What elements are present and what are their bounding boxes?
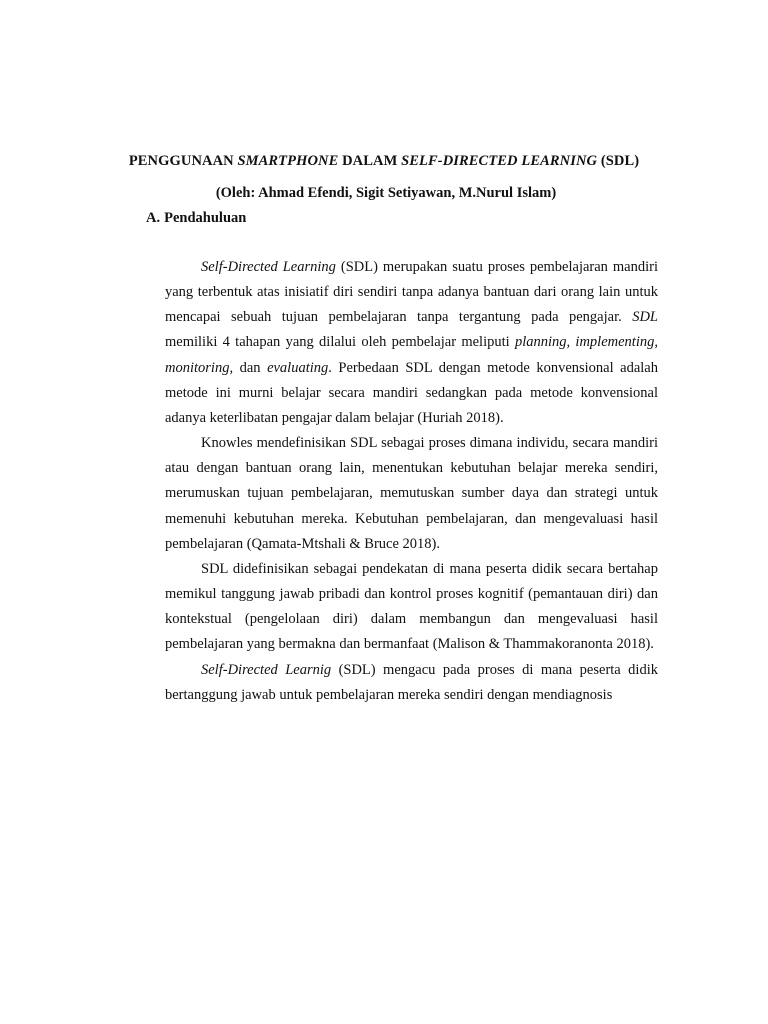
- section-heading: [146, 207, 246, 229]
- italic-term: Self-Directed Learning: [201, 259, 336, 275]
- body-text: [165, 255, 658, 708]
- title-text: PENGGUNAAN: [128, 153, 238, 169]
- paragraph-4: [165, 658, 658, 708]
- paragraph-text: , dan: [229, 359, 268, 376]
- paragraph-text: . Perbedaan SDL dengan metode konvensional adalah metode ini murni belajar secara mandiri sedangkan pada metode konvensional adanya keterlibatan pengajar dalam belajar (Huriah 2018).: [165, 359, 658, 426]
- paragraph-text: (SDL) mengacu pada proses di mana peserta didik bertanggung jawab untuk pembelajaran mereka sendiri dengan mendiagnosis: [165, 661, 658, 703]
- italic-term: planning, implementing, monitoring: [165, 334, 658, 376]
- document-title: [0, 150, 768, 172]
- italic-term: SDL: [632, 309, 658, 326]
- italic-term: Self-Directed Learnig: [201, 661, 332, 678]
- paragraph-text: (SDL) merupakan suatu proses pembelajaran mandiri yang terbentuk atas inisiatif diri sendiri tanpa adanya bantuan dari orang lain untuk mencapai sebuah tujuan pembelajaran tanpa tergantung pada pengajar.: [165, 259, 658, 326]
- title-italic-smartphone: SMARTPHONE: [237, 153, 339, 169]
- italic-term: evaluating: [267, 359, 329, 376]
- title-text: (SDL): [597, 153, 640, 169]
- paragraph-text: memiliki 4 tahapan yang dilalui oleh pembelajar meliputi: [165, 334, 515, 351]
- title-italic-sdl: SELF-DIRECTED LEARNING: [401, 153, 598, 169]
- paragraph-3: SDL didefinisikan sebagai pendekatan di mana peserta didik secara bertahap memikul tanggung jawab pribadi dan kontrol proses kognitif (pemantauan diri) dan kontekstual (pengelolaan diri) dalam membangun dan mengevaluasi hasil pembelajaran yang bermakna dan bermanfaat (Malison & Thammakoranonta 2018).: [165, 560, 658, 653]
- title-text: DALAM: [338, 153, 402, 169]
- paragraph-2: Knowles mendefinisikan SDL sebagai proses dimana individu, secara mandiri atau dengan bantuan orang lain, menentukan kebutuhan belajar mereka sendiri, merumuskan tujuan pembelajaran, memutuskan sumber daya dan strategi untuk memenuhi kebutuhan mereka. Kebutuhan pembelajaran, dan mengevaluasi hasil pembelajaran (Qamata-Mtshali & Bruce 2018).: [165, 435, 658, 552]
- section-number: A.: [146, 210, 161, 226]
- author-line: (Oleh: Ahmad Efendi, Sigit Setiyawan, M.Nurul Islam): [215, 185, 557, 201]
- section-title: Pendahuluan: [164, 210, 247, 226]
- paragraph-1: [165, 255, 658, 431]
